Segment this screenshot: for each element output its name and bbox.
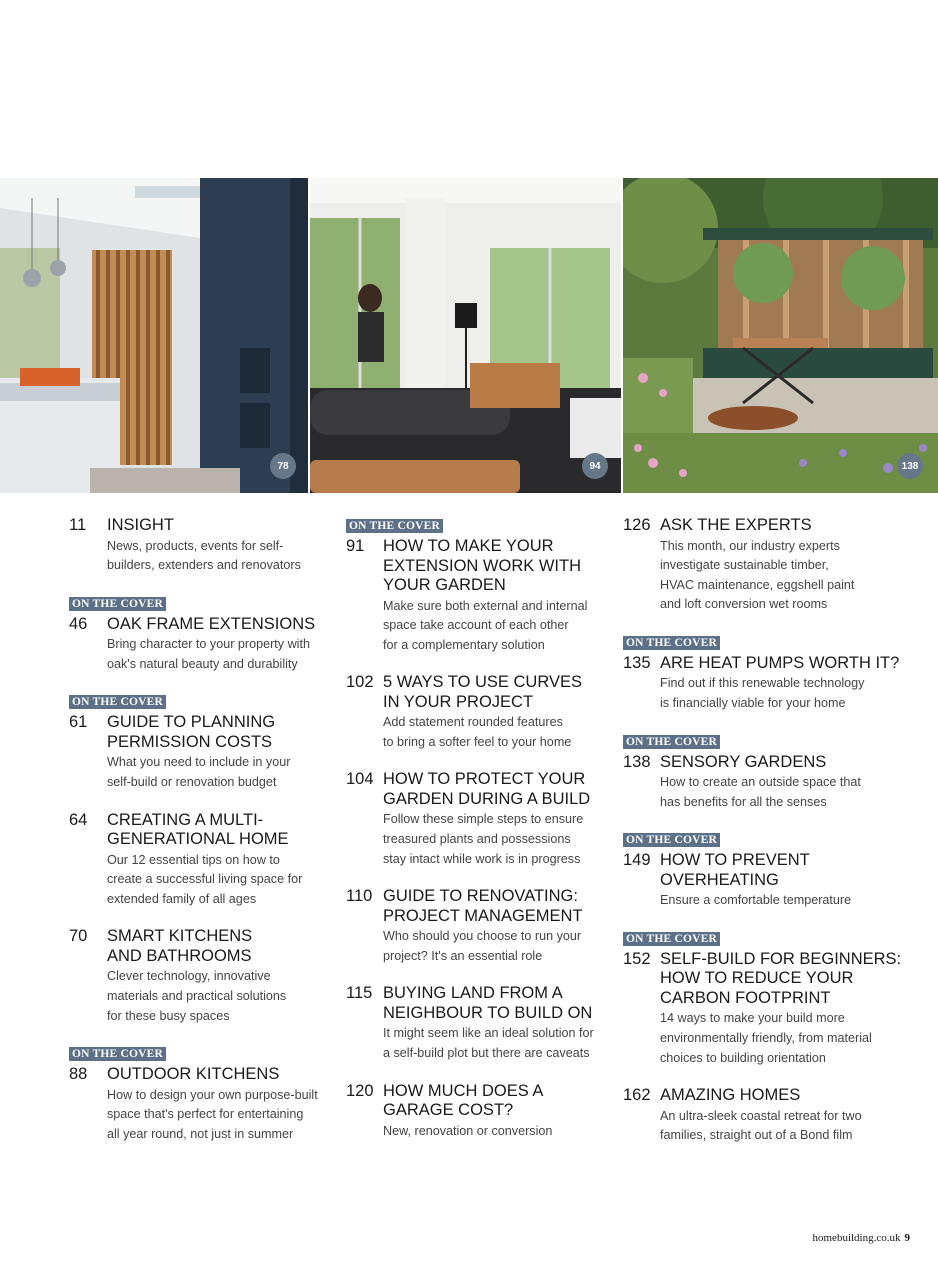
entry-description: New, renovation or conversion [383,1123,553,1138]
entry-title: 5 WAYS TO USE CURVES IN YOUR PROJECT [383,673,582,711]
entry-title: SMART KITCHENS AND BATHROOMS [107,927,253,965]
contents-column-3 [623,516,913,1146]
contents-entry[interactable] [69,516,331,576]
entry-description: This month, our industry experts investigate sustainable timber, HVAC maintenance, eggshell paint and loft conversion wet rooms [660,538,855,612]
entry-title: HOW TO PREVENT OVERHEATING [660,851,810,889]
entry-page-number: 64 [69,810,88,829]
contents-entry[interactable] [623,732,913,813]
entry-page-number: 152 [623,949,651,968]
entry-title: HOW TO MAKE YOUR EXTENSION WORK WITH YOUR GARDEN [383,537,581,594]
footer-page-number: 9 [904,1232,910,1244]
contents-entry[interactable] [346,984,608,1063]
entry-description: An ultra-sleek coastal retreat for two families, straight out of a Bond film [660,1108,862,1143]
entry-page-number: 149 [623,851,651,870]
on-the-cover-badge: ON THE COVER [623,636,720,650]
entry-title: AMAZING HOMES [660,1086,801,1105]
page-badge[interactable]: 138 [897,453,923,479]
on-the-cover-badge: ON THE COVER [346,519,443,533]
entry-title: ASK THE EXPERTS [660,516,812,534]
footer-site[interactable]: homebuilding.co.uk [812,1232,901,1244]
page-badge[interactable]: 78 [270,453,296,479]
on-the-cover-badge: ON THE COVER [623,735,720,749]
page-footer [813,1232,911,1244]
entry-title: BUYING LAND FROM A NEIGHBOUR TO BUILD ON [383,984,593,1022]
entry-page-number: 91 [346,537,365,555]
entry-description: Ensure a comfortable temperature [660,893,852,908]
contents-entry[interactable] [623,830,913,911]
entry-title: INSIGHT [107,516,174,534]
contents-entry[interactable] [346,673,608,752]
entry-description: Follow these simple steps to ensure treasured plants and possessions stay intact while work is in progress [383,812,584,866]
entry-page-number: 110 [346,887,373,906]
entry-description: What you need to include in your self-build or renovation budget [107,755,291,789]
entry-description: Bring character to your property with oak's natural beauty and durability [107,637,310,671]
contents-entry[interactable] [69,692,331,792]
entry-description: News, products, events for self- builders, extenders and renovators [107,538,301,573]
contents-column-1 [69,516,331,1144]
contents-entry[interactable] [623,929,913,1068]
entry-description: 14 ways to make your build more environmentally friendly, from material choices to building orientation [660,1011,872,1065]
entry-page-number: 102 [346,673,374,692]
entry-page-number: 11 [69,516,87,534]
entry-title: CREATING A MULTI- GENERATIONAL HOME [107,810,289,849]
entry-title: GUIDE TO RENOVATING: PROJECT MANAGEMENT [383,887,583,925]
entry-title: OUTDOOR KITCHENS [107,1065,280,1084]
garden-photo [623,178,938,493]
contents-entry[interactable] [623,516,913,615]
entry-description: Clever technology, innovative materials and practical solutions for these busy spaces [107,969,287,1023]
on-the-cover-badge: ON THE COVER [623,833,720,847]
entry-page-number: 120 [346,1081,374,1100]
dining-photo [310,178,621,493]
entry-title: OAK FRAME EXTENSIONS [107,614,316,633]
contents-entry[interactable] [346,770,608,869]
entry-page-number: 126 [623,516,651,534]
entry-description: How to create an outside space that has benefits for all the senses [660,775,861,809]
entry-title: GUIDE TO PLANNING PERMISSION COSTS [107,713,276,751]
on-the-cover-badge: ON THE COVER [623,932,720,946]
entry-title: SELF-BUILD FOR BEGINNERS: HOW TO REDUCE YOUR CARBON FOOTPRINT [660,949,902,1007]
contents-entry[interactable] [69,594,331,675]
contents-entry[interactable] [346,1082,608,1142]
on-the-cover-badge: ON THE COVER [69,597,166,611]
contents-entry[interactable] [346,516,608,655]
entry-description: Who should you choose to run your project? It's an essential role [383,929,582,963]
contents-entry[interactable] [623,1086,913,1146]
on-the-cover-badge: ON THE COVER [69,695,166,709]
entry-description: How to design your own purpose-built space that's perfect for entertaining all year round, not just in summer [107,1087,318,1141]
page-badge[interactable]: 94 [582,453,608,479]
entry-page-number: 61 [69,713,88,732]
entry-page-number: 115 [346,984,373,1003]
entry-page-number: 135 [623,653,651,672]
entry-description: It might seem like an ideal solution for a self-build plot but there are caveats [383,1026,594,1061]
contents-entry[interactable] [69,811,331,910]
entry-page-number: 88 [69,1065,88,1084]
contents-entry[interactable] [346,887,608,966]
entry-title: HOW TO PROTECT YOUR GARDEN DURING A BUILD [383,770,591,808]
contents-column-2 [346,516,608,1141]
entry-description: Make sure both external and internal space take account of each other for a complementary solution [383,598,588,652]
contents-entry[interactable] [69,927,331,1026]
entry-description: Find out if this renewable technology is financially viable for your home [660,676,865,710]
entry-title: HOW MUCH DOES A GARAGE COST? [383,1081,544,1120]
on-the-cover-badge: ON THE COVER [69,1047,166,1061]
entry-title: SENSORY GARDENS [660,752,827,771]
entry-page-number: 138 [623,752,651,771]
contents-entry[interactable] [69,1044,331,1144]
entry-page-number: 70 [69,927,88,946]
kitchen-photo [0,178,308,493]
entry-page-number: 104 [346,770,374,789]
entry-title: ARE HEAT PUMPS WORTH IT? [660,653,900,672]
photo-strip [0,178,938,493]
entry-description: Add statement rounded features to bring a softer feel to your home [383,715,572,749]
entry-description: Our 12 essential tips on how to create a successful living space for extended family of all ages [107,852,303,906]
entry-page-number: 46 [69,614,88,633]
entry-page-number: 162 [623,1086,651,1105]
contents-entry[interactable] [623,633,913,714]
